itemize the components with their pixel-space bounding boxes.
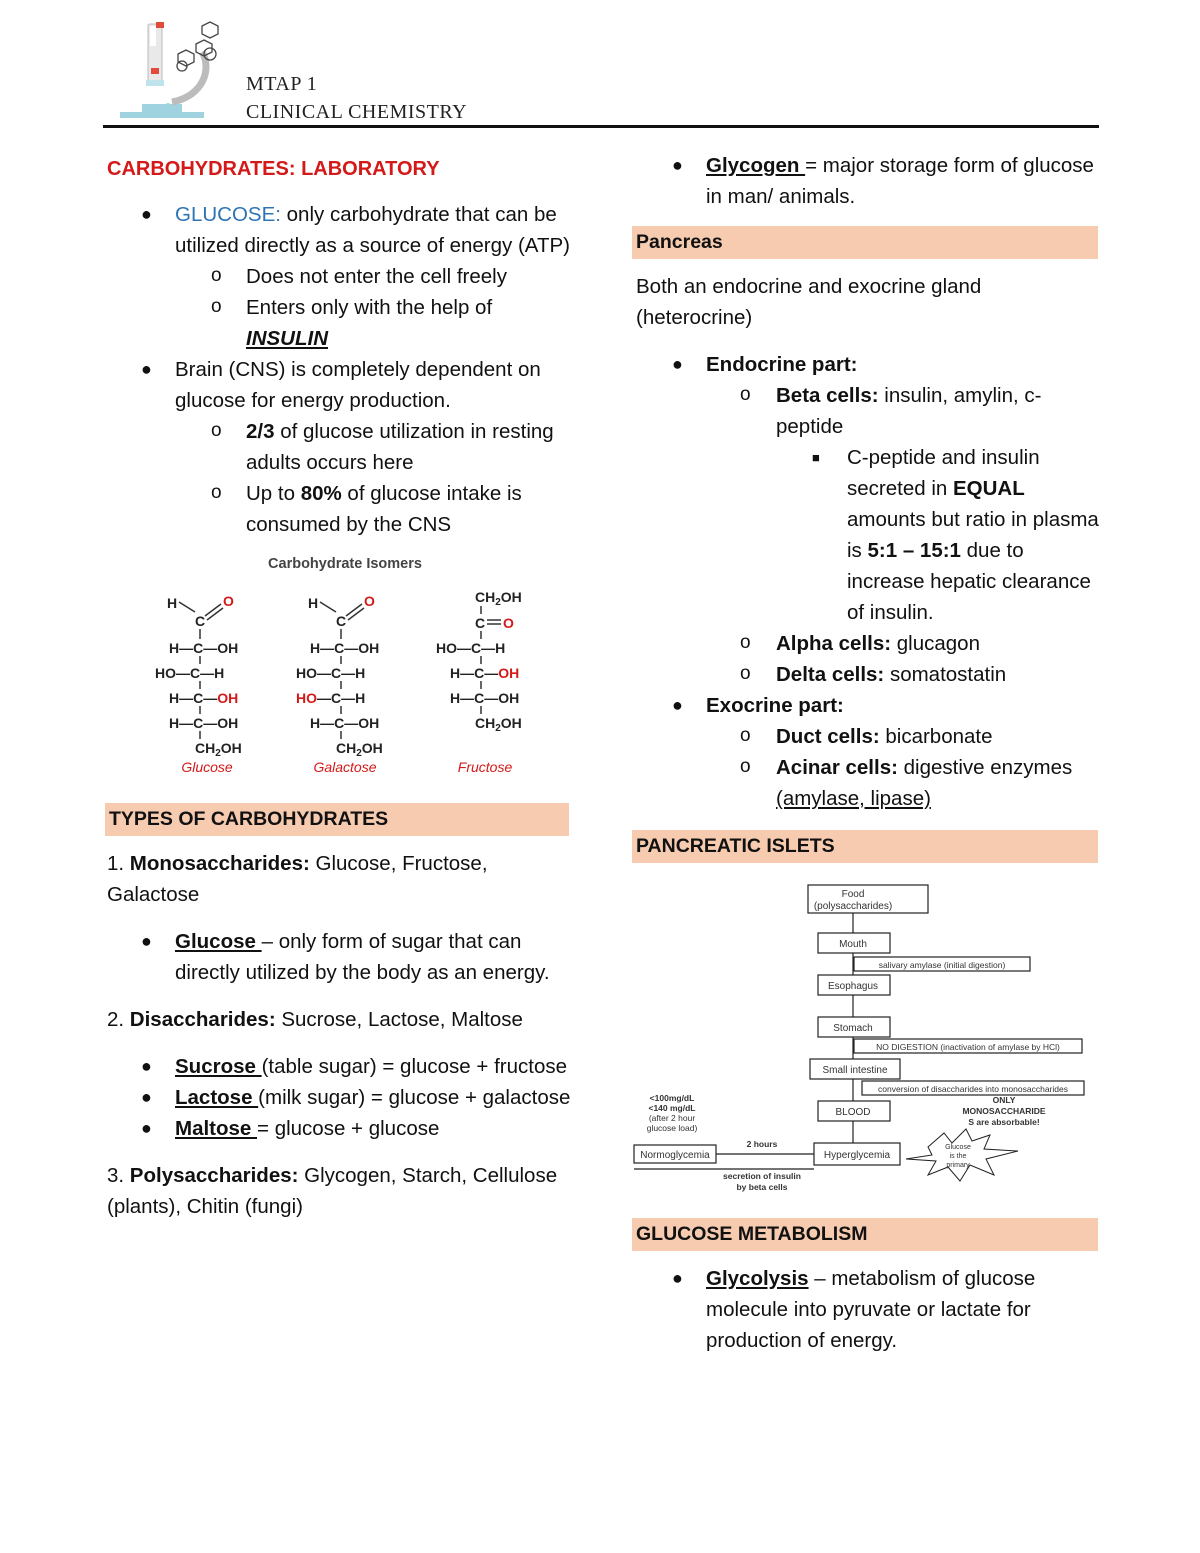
glycogen-def: = major storage form of glucose in man/ animals. bbox=[706, 154, 1094, 208]
list-item bbox=[105, 1113, 575, 1144]
acinar-label: Acinar cells: bbox=[776, 756, 898, 779]
galactose-name: Galactose bbox=[313, 759, 377, 775]
svg-text:C: C bbox=[195, 613, 206, 629]
delta-label: Delta cells: bbox=[776, 663, 885, 686]
circle-bullet-icon: o bbox=[211, 482, 222, 503]
header-title bbox=[246, 70, 467, 126]
carbohydrate-isomers-figure bbox=[105, 540, 575, 780]
flow-polysaccharides: (polysaccharides) bbox=[813, 901, 893, 912]
svg-text:CH2OH: $CH_2OH$ bbox=[475, 589, 522, 608]
brain-text: Brain (CNS) is completely dependent on glucose for energy production. bbox=[175, 358, 541, 412]
mono-label: Monosaccharides: bbox=[129, 852, 310, 875]
list-item bbox=[632, 721, 1100, 752]
list-item bbox=[632, 1263, 1100, 1356]
pancreas-band: Pancreas bbox=[632, 226, 1098, 259]
svg-text:H—C—OH: H—C—OH bbox=[310, 715, 380, 731]
svg-text:H—C—OH: H—C—OH bbox=[450, 665, 520, 681]
list-item bbox=[632, 659, 1100, 690]
bullet-icon: ● bbox=[672, 1268, 683, 1288]
mono-text: Glucose, Fructose, Galactose bbox=[107, 852, 488, 906]
circle-bullet-icon: o bbox=[211, 265, 222, 286]
svg-text:CH2OH: $CH_2OH$ bbox=[336, 740, 383, 759]
fructose-name: Fructose bbox=[457, 759, 513, 775]
di-list bbox=[105, 1051, 575, 1144]
circle-bullet-icon: o bbox=[740, 663, 751, 684]
ratio-bold: 5:1 – 15:1 bbox=[867, 539, 961, 562]
bullet-icon: ● bbox=[672, 354, 683, 374]
poly-label: Polysaccharides: bbox=[129, 1164, 299, 1187]
flow-hyperglycemia: Hyperglycemia bbox=[823, 1150, 891, 1161]
circle-bullet-icon: o bbox=[740, 384, 751, 405]
glucose-metabolism-band: GLUCOSE METABOLISM bbox=[632, 1218, 1098, 1251]
circle-bullet-icon: o bbox=[740, 756, 751, 777]
section-title-carbohydrates: CARBOHYDRATES: LABORATORY bbox=[107, 158, 440, 180]
glucose-text: only carbohydrate that can be utilized directly as a source of energy (ATP) bbox=[175, 203, 570, 257]
svg-text:HO—C—H: HO—C—H bbox=[436, 640, 506, 656]
svg-text:C: C bbox=[336, 613, 347, 629]
circle-bullet-icon: o bbox=[211, 296, 222, 317]
bullet-icon: ● bbox=[141, 359, 152, 379]
acinar-text: digestive enzymes bbox=[897, 756, 1073, 779]
svg-text:HO—C—H: HO—C—H bbox=[296, 690, 366, 706]
pancreatic-islets-band: PANCREATIC ISLETS bbox=[632, 830, 1098, 863]
number: 2. bbox=[107, 1008, 130, 1031]
pancreas-text: Both an endocrine and exocrine gland (heterocrine) bbox=[636, 275, 982, 329]
flow-level-3: (after 2 hour bbox=[648, 1113, 696, 1123]
svg-text:CH2OH: $CH_2OH$ bbox=[195, 740, 242, 759]
glucose-structure bbox=[155, 593, 242, 759]
poly-text: Glycogen, Starch, Cellulose (plants), Chitin (fungi) bbox=[107, 1164, 558, 1218]
glycogen-list bbox=[632, 150, 1100, 212]
maltose-term: Maltose bbox=[175, 1117, 258, 1140]
microscope-logo-icon bbox=[112, 16, 232, 124]
galactose-structure bbox=[296, 593, 383, 759]
svg-text:H: H bbox=[167, 595, 178, 611]
endocrine-label: Endocrine part: bbox=[706, 353, 858, 376]
right-column bbox=[632, 150, 1100, 1356]
flow-absorbable: S are absorbable! bbox=[968, 1117, 1040, 1127]
list-item bbox=[632, 150, 1100, 212]
flow-stomach: Stomach bbox=[833, 1023, 873, 1034]
list-item bbox=[632, 690, 1100, 721]
disaccharides-para bbox=[107, 1004, 575, 1035]
bullet-icon: ● bbox=[141, 204, 152, 224]
list-item bbox=[105, 199, 575, 261]
brain-sub-2-pre: Up to bbox=[246, 482, 301, 505]
glucose-def: – only form of sugar that can directly utilized by the body as an energy. bbox=[175, 930, 550, 984]
circle-bullet-icon: o bbox=[740, 725, 751, 746]
flow-conversion: conversion of disaccharides into monosaccharides bbox=[878, 1084, 1068, 1094]
di-text: Sucrose, Lactose, Maltose bbox=[275, 1008, 523, 1031]
glycogen-term: Glycogen bbox=[706, 154, 806, 177]
glucose-sub-2: Enters only with the help of bbox=[246, 296, 493, 319]
svg-text:H—C—OH: H—C—OH bbox=[310, 640, 380, 656]
exocrine-label: Exocrine part: bbox=[706, 694, 844, 717]
list-item bbox=[632, 380, 1100, 442]
insulin-emphasis: INSULIN bbox=[246, 327, 328, 350]
flow-secretion-2: by beta cells bbox=[736, 1182, 788, 1192]
list-item bbox=[105, 292, 575, 354]
bullet-icon: ● bbox=[141, 931, 152, 951]
header-divider bbox=[103, 125, 1099, 128]
mono-list bbox=[105, 926, 575, 988]
number: 1. bbox=[107, 852, 130, 875]
beta-text: insulin, amylin, c-peptide bbox=[776, 384, 1042, 438]
figure-title: Carbohydrate Isomers bbox=[268, 556, 422, 572]
list-item bbox=[632, 442, 1100, 628]
circle-bullet-icon: o bbox=[211, 420, 222, 441]
fructose-structure bbox=[436, 589, 522, 734]
flow-level-1: <100mg/dL bbox=[649, 1093, 695, 1103]
glucose-list bbox=[105, 199, 575, 540]
bullet-icon: ● bbox=[672, 155, 683, 175]
brain-sub-1: of glucose utilization in resting adults occurs here bbox=[246, 420, 554, 474]
list-item bbox=[632, 752, 1100, 814]
bullet-icon: ● bbox=[141, 1087, 152, 1107]
svg-text:H—C—OH: H—C—OH bbox=[169, 715, 239, 731]
delta-text: somatostatin bbox=[884, 663, 1007, 686]
list-item bbox=[105, 354, 575, 416]
list-item bbox=[105, 261, 575, 292]
glycolysis-def: – metabolism of glucose molecule into pyruvate or lactate for production of energy. bbox=[706, 1267, 1036, 1352]
bullet-icon: ● bbox=[672, 695, 683, 715]
list-item bbox=[105, 478, 575, 540]
lactose-term: Lactose bbox=[175, 1086, 259, 1109]
cpep-pre: C-peptide and insulin secreted in bbox=[847, 446, 1040, 500]
pancreas-list bbox=[632, 349, 1100, 814]
beta-label: Beta cells: bbox=[776, 384, 879, 407]
flow-normoglycemia: Normoglycemia bbox=[640, 1150, 710, 1161]
cpep-post: due to increase hepatic clearance of insulin. bbox=[847, 539, 1091, 624]
digestion-flow-diagram bbox=[632, 875, 1100, 1195]
glucose-label: GLUCOSE: bbox=[175, 203, 281, 226]
svg-text:O: O bbox=[223, 593, 234, 609]
svg-text:O: O bbox=[503, 615, 514, 631]
glycolysis-term: Glycolysis bbox=[706, 1267, 809, 1290]
sucrose-term: Sucrose bbox=[175, 1055, 262, 1078]
svg-text:H: H bbox=[308, 595, 319, 611]
flow-monosaccharide: MONOSACCHARIDE bbox=[962, 1106, 1046, 1116]
glucose-name: Glucose bbox=[181, 759, 233, 775]
flow-burst-3: primary bbox=[946, 1162, 970, 1169]
header-line-2: CLINICAL CHEMISTRY bbox=[246, 101, 468, 123]
list-item bbox=[632, 349, 1100, 380]
flow-only: ONLY bbox=[992, 1095, 1016, 1105]
svg-text:H—C—OH: H—C—OH bbox=[169, 640, 239, 656]
svg-text:CH2OH: $CH_2OH$ bbox=[475, 715, 522, 734]
alpha-label: Alpha cells: bbox=[776, 632, 892, 655]
flow-level-2: <140 mg/dL bbox=[648, 1103, 696, 1113]
svg-text:H—C—OH: H—C—OH bbox=[450, 690, 520, 706]
metabolism-list bbox=[632, 1263, 1100, 1356]
flow-mouth: Mouth bbox=[839, 939, 867, 950]
duct-label: Duct cells: bbox=[776, 725, 880, 748]
monosaccharides-para bbox=[107, 848, 575, 910]
equal-bold: EQUAL bbox=[952, 477, 1025, 500]
flow-no-digestion: NO DIGESTION (inactivation of amylase by HCl) bbox=[876, 1042, 1060, 1052]
bullet-icon: ● bbox=[141, 1056, 152, 1076]
duct-text: bicarbonate bbox=[879, 725, 993, 748]
flow-two-hours: 2 hours bbox=[746, 1139, 778, 1149]
flow-esophagus: Esophagus bbox=[827, 981, 879, 992]
svg-text:HO—C—H: HO—C—H bbox=[296, 665, 366, 681]
list-item bbox=[105, 416, 575, 478]
flow-level-4: glucose load) bbox=[646, 1123, 698, 1133]
list-item bbox=[105, 926, 575, 988]
brain-sub-2-bold: 80% bbox=[300, 482, 342, 505]
bullet-icon: ● bbox=[141, 1118, 152, 1138]
brain-sub-1-bold: 2/3 bbox=[246, 420, 275, 443]
circle-bullet-icon: o bbox=[740, 632, 751, 653]
brain-sub-2: of glucose intake is consumed by the CNS bbox=[246, 482, 522, 536]
di-label: Disaccharides: bbox=[129, 1008, 276, 1031]
svg-text:H—C—OH: H—C—OH bbox=[169, 690, 239, 706]
flow-burst-2: is the bbox=[949, 1153, 967, 1160]
acinar-enzymes: (amylase, lipase) bbox=[776, 787, 931, 810]
flow-burst-1: Glucose bbox=[945, 1144, 971, 1151]
number: 3. bbox=[107, 1164, 130, 1187]
polysaccharides-para bbox=[107, 1160, 575, 1222]
maltose-def: = glucose + glucose bbox=[257, 1117, 440, 1140]
svg-text:O: O bbox=[364, 593, 375, 609]
cpep-mid: amounts but ratio in plasma is bbox=[847, 508, 1099, 562]
list-item bbox=[105, 1082, 575, 1113]
flow-secretion-1: secretion of insulin bbox=[723, 1171, 801, 1181]
alpha-text: glucagon bbox=[891, 632, 980, 655]
flow-small-intestine: Small intestine bbox=[822, 1065, 888, 1076]
lactose-def: (milk sugar) = glucose + galactose bbox=[258, 1086, 571, 1109]
flow-blood: BLOOD bbox=[835, 1107, 871, 1118]
header-line-1: MTAP 1 bbox=[246, 73, 318, 95]
svg-text:HO—C—H: HO—C—H bbox=[155, 665, 225, 681]
sucrose-def: (table sugar) = glucose + fructose bbox=[261, 1055, 567, 1078]
svg-text:C: C bbox=[475, 615, 486, 631]
flow-food: Food bbox=[841, 889, 865, 900]
list-item bbox=[632, 628, 1100, 659]
types-of-carbohydrates-band: TYPES OF CARBOHYDRATES bbox=[105, 803, 569, 836]
glucose-sub-1: Does not enter the cell freely bbox=[246, 265, 507, 288]
square-bullet-icon: ■ bbox=[812, 450, 820, 465]
flow-salivary: salivary amylase (initial digestion) bbox=[878, 960, 1006, 970]
glucose-term: Glucose bbox=[175, 930, 262, 953]
list-item bbox=[105, 1051, 575, 1082]
left-column bbox=[105, 150, 575, 1238]
